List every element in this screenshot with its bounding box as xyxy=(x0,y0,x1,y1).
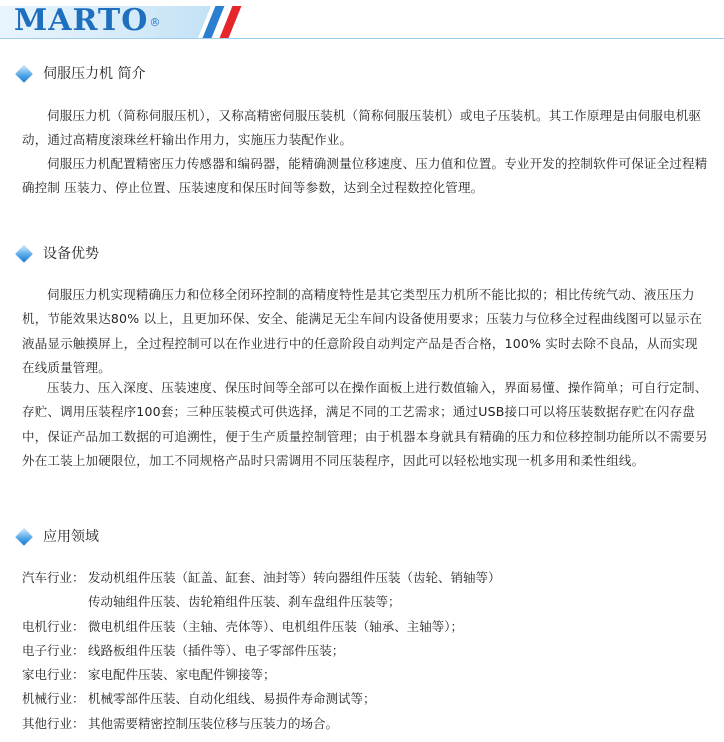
list-item xyxy=(22,566,708,590)
list-item xyxy=(22,639,708,663)
industry-label: 电机行业： xyxy=(22,618,85,634)
industry-label: 其他行业： xyxy=(22,715,85,731)
section-title-text: 设备优势 xyxy=(43,246,99,262)
industry-label: 电子行业： xyxy=(22,642,85,658)
industry-label: 汽车行业： xyxy=(22,570,85,585)
section-title-applications xyxy=(14,526,99,548)
logo-text: MARTO xyxy=(14,3,149,38)
section-title-text: 应用领域 xyxy=(43,529,99,545)
industry-text: 微电机组件压装（主轴、壳体等）、电机组件压装（轴承、主轴等）； xyxy=(88,618,464,634)
industry-label xyxy=(22,590,88,614)
section-title-advantages xyxy=(14,243,99,265)
header-divider xyxy=(0,38,724,39)
header-banner xyxy=(0,0,724,40)
section-title-intro xyxy=(14,63,145,85)
list-item xyxy=(22,590,708,614)
industry-text: 机械零部件压装、自动化组线、易损件寿命测试等； xyxy=(88,691,376,707)
diamond-icon xyxy=(16,66,33,83)
advantages-paragraph-1: 伺服压力机实现精确压力和位移全闭环控制的高精度特性是其它类型压力机所不能比拟的；相比传统气动、液压压力机，节能效果达80% 以上，且更加环保、安全、能满足无尘车间内设备使用要求；压装力与位移全过程曲线图可以显示在液晶显示触摸屏上，全过程控制可以在作业进行中的任意阶段自动判定产品是否合格，100% 实时去除不良品，从而实现在线质量管理。 xyxy=(22,287,703,375)
diamond-icon xyxy=(16,246,33,263)
industry-text: 其他需要精密控制压装位移与压装力的场合。 xyxy=(88,715,339,731)
list-item xyxy=(22,615,708,639)
diamond-icon xyxy=(16,529,33,546)
industry-text: 传动轴组件压装、齿轮箱组件压装、刹车盘组件压装等； xyxy=(88,594,401,610)
advantages-paragraph-2: 压装力、压入深度、压装速度、保压时间等全部可以在操作面板上进行数值输入，界面易懂、操作简单；可自行定制、存贮、调用压装程序100套；三种压装模式可供选择，满足不同的工艺需求；通过USB接口可以将压装数据存贮在闪存盘中，保证产品加工数据的可追溯性，便于生产质量控制管理；由于机器本身就具有精确的压力和位移控制功能所以不需要另外在工装上加硬限位，加工不同规格产品时只需调用不同压装程序，因此可以轻松地实现一机多用和柔性组线。 xyxy=(22,380,708,468)
list-item xyxy=(22,687,708,711)
industry-text: 线路板组件压装（插件等）、电子零部件压装； xyxy=(88,642,345,658)
list-item xyxy=(22,663,708,687)
industry-label: 机械行业： xyxy=(22,691,85,707)
section-title-text: 伺服压力机 简介 xyxy=(43,66,146,82)
industry-text: 家电配件压装、家电配件铆接等； xyxy=(88,667,276,683)
registered-mark: ® xyxy=(149,16,162,29)
applications-list xyxy=(22,566,708,736)
industry-label: 家电行业： xyxy=(22,667,85,683)
brand-logo xyxy=(14,4,161,38)
intro-paragraph-2: 伺服压力机配置精密压力传感器和编码器，能精确测量位移速度、压力值和位置。专业开发的控制软件可保证全过程精确控制 压装力、停止位置、压装速度和保压时间等参数，达到全过程数控化管理。 xyxy=(22,156,708,196)
intro-paragraph-1: 伺服压力机（简称伺服压机），又称高精密伺服压装机（简称伺服压装机）或电子压装机。其工作原理是由伺服电机驱动，通过高精度滚珠丝杆输出作用力，实施压力装配作业。 xyxy=(22,108,702,148)
list-item xyxy=(22,712,708,736)
industry-text: 发动机组件压装（缸盖、缸套、油封等）转向器组件压装（齿轮、销轴等） xyxy=(88,570,501,585)
